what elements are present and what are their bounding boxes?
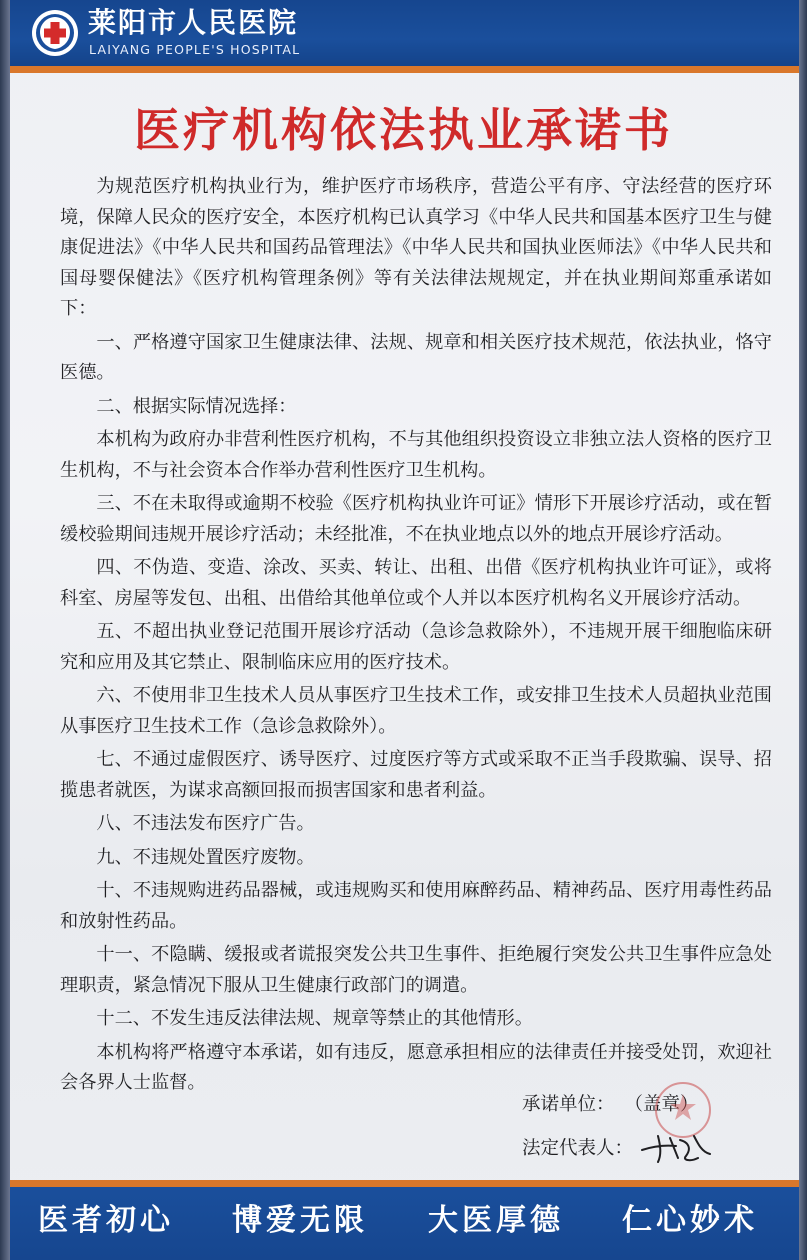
clause-6: 六、不使用非卫生技术人员从事医疗卫生技术工作，或安排卫生技术人员超执业范围从事医疗卫生技术工作（急诊急救除外）。 <box>60 685 772 737</box>
hospital-name-cn: 莱阳市人民医院 <box>88 6 299 39</box>
hospital-name-en: LAIYANG PEOPLE'S HOSPITAL <box>89 42 301 57</box>
clause-10: 十、不违规购进药品器械，或违规购买和使用麻醉药品、精神药品、医疗用毒性药品和放射性药品。 <box>60 880 772 932</box>
frame-left <box>0 0 10 1260</box>
seal-label: （盖章） <box>624 1094 699 1115</box>
header-band <box>10 0 799 66</box>
clause-9: 九、不违规处置医疗废物。 <box>96 846 315 868</box>
closing-paragraph: 本机构将严格遵守本承诺，如有违反，愿意承担相应的法律责任并接受处罚，欢迎社会各界人士监督。 <box>60 1041 772 1093</box>
clause-1: 一、严格遵守国家卫生健康法律、法规、规章和相关医疗技术规范，依法执业，恪守医德。 <box>60 331 772 383</box>
clause-11: 十一、不隐瞒、缓报或者谎报突发公共卫生事件、拒绝履行突发公共卫生事件应急处理职责，紧急情况下服从卫生健康行政部门的调遣。 <box>60 944 772 996</box>
slogan-3: 大医厚德 <box>428 1203 564 1238</box>
clause-4: 四、不伪造、变造、涂改、买卖、转让、出租、出借《医疗机构执业许可证》，或将科室、房屋等发包、出租、出借给其他单位或个人并以本医疗机构名义开展诊疗活动。 <box>60 557 772 609</box>
slogan-4: 仁心妙术 <box>622 1203 758 1238</box>
clause-5: 五、不超出执业登记范围开展诊疗活动（急诊急救除外），不违规开展干细胞临床研究和应用及其它禁止、限制临床应用的医疗技术。 <box>60 621 772 673</box>
footer-band <box>10 1187 799 1260</box>
intro-paragraph: 为规范医疗机构执业行为，维护医疗市场秩序，营造公平有序、守法经营的医疗环境，保障人民众的医疗安全，本医疗机构已认真学习《中华人民共和国基本医疗卫生与健康促进法》《中华人民共和国药品管理法》《中华人民共和国执业医师法》《中华人民共和国母婴保健法》《医疗机构管理条例》等有关法律法规规定，并在执业期间郑重承诺如下： <box>60 176 772 319</box>
legal-rep-line <box>522 1136 633 1162</box>
legal-rep-label: 法定代表人： <box>522 1138 634 1159</box>
slogan-2: 博爱无限 <box>232 1203 368 1238</box>
clause-8: 八、不违法发布医疗广告。 <box>96 813 315 834</box>
clause-2-choice: 本机构为政府办非营利性医疗机构，不与其他组织投资设立非独立法人资格的医疗卫生机构，不与社会资本合作举办营利性医疗卫生机构。 <box>60 429 772 481</box>
clause-7: 七、不通过虚假医疗、诱导医疗、过度医疗等方式或采取不正当手段欺骗、误导、招揽患者就医，为谋求高额回报而损害国家和患者利益。 <box>60 749 772 801</box>
clause-3: 三、不在未取得或逾期不校验《医疗机构执业许可证》情形下开展诊疗活动，或在暂缓校验期间违规开展诊疗活动；未经批准，不在执业地点以外的地点开展诊疗活动。 <box>60 493 772 545</box>
clause-12: 十二、不发生违反法律法规、规章等禁止的其他情形。 <box>96 1008 533 1029</box>
document-title: 医疗机构依法执业承诺书 <box>134 103 673 157</box>
handwritten-signature <box>640 1128 712 1168</box>
document-body <box>60 172 772 1102</box>
header-stripe <box>10 66 799 73</box>
frame-right <box>799 0 807 1260</box>
clause-2-heading: 二、根据实际情况选择： <box>96 395 297 417</box>
promise-unit-label: 承诺单位： <box>522 1094 615 1115</box>
hospital-cross-logo-icon <box>30 8 80 58</box>
slogan-1: 医者初心 <box>38 1203 174 1238</box>
footer-stripe <box>10 1180 799 1187</box>
